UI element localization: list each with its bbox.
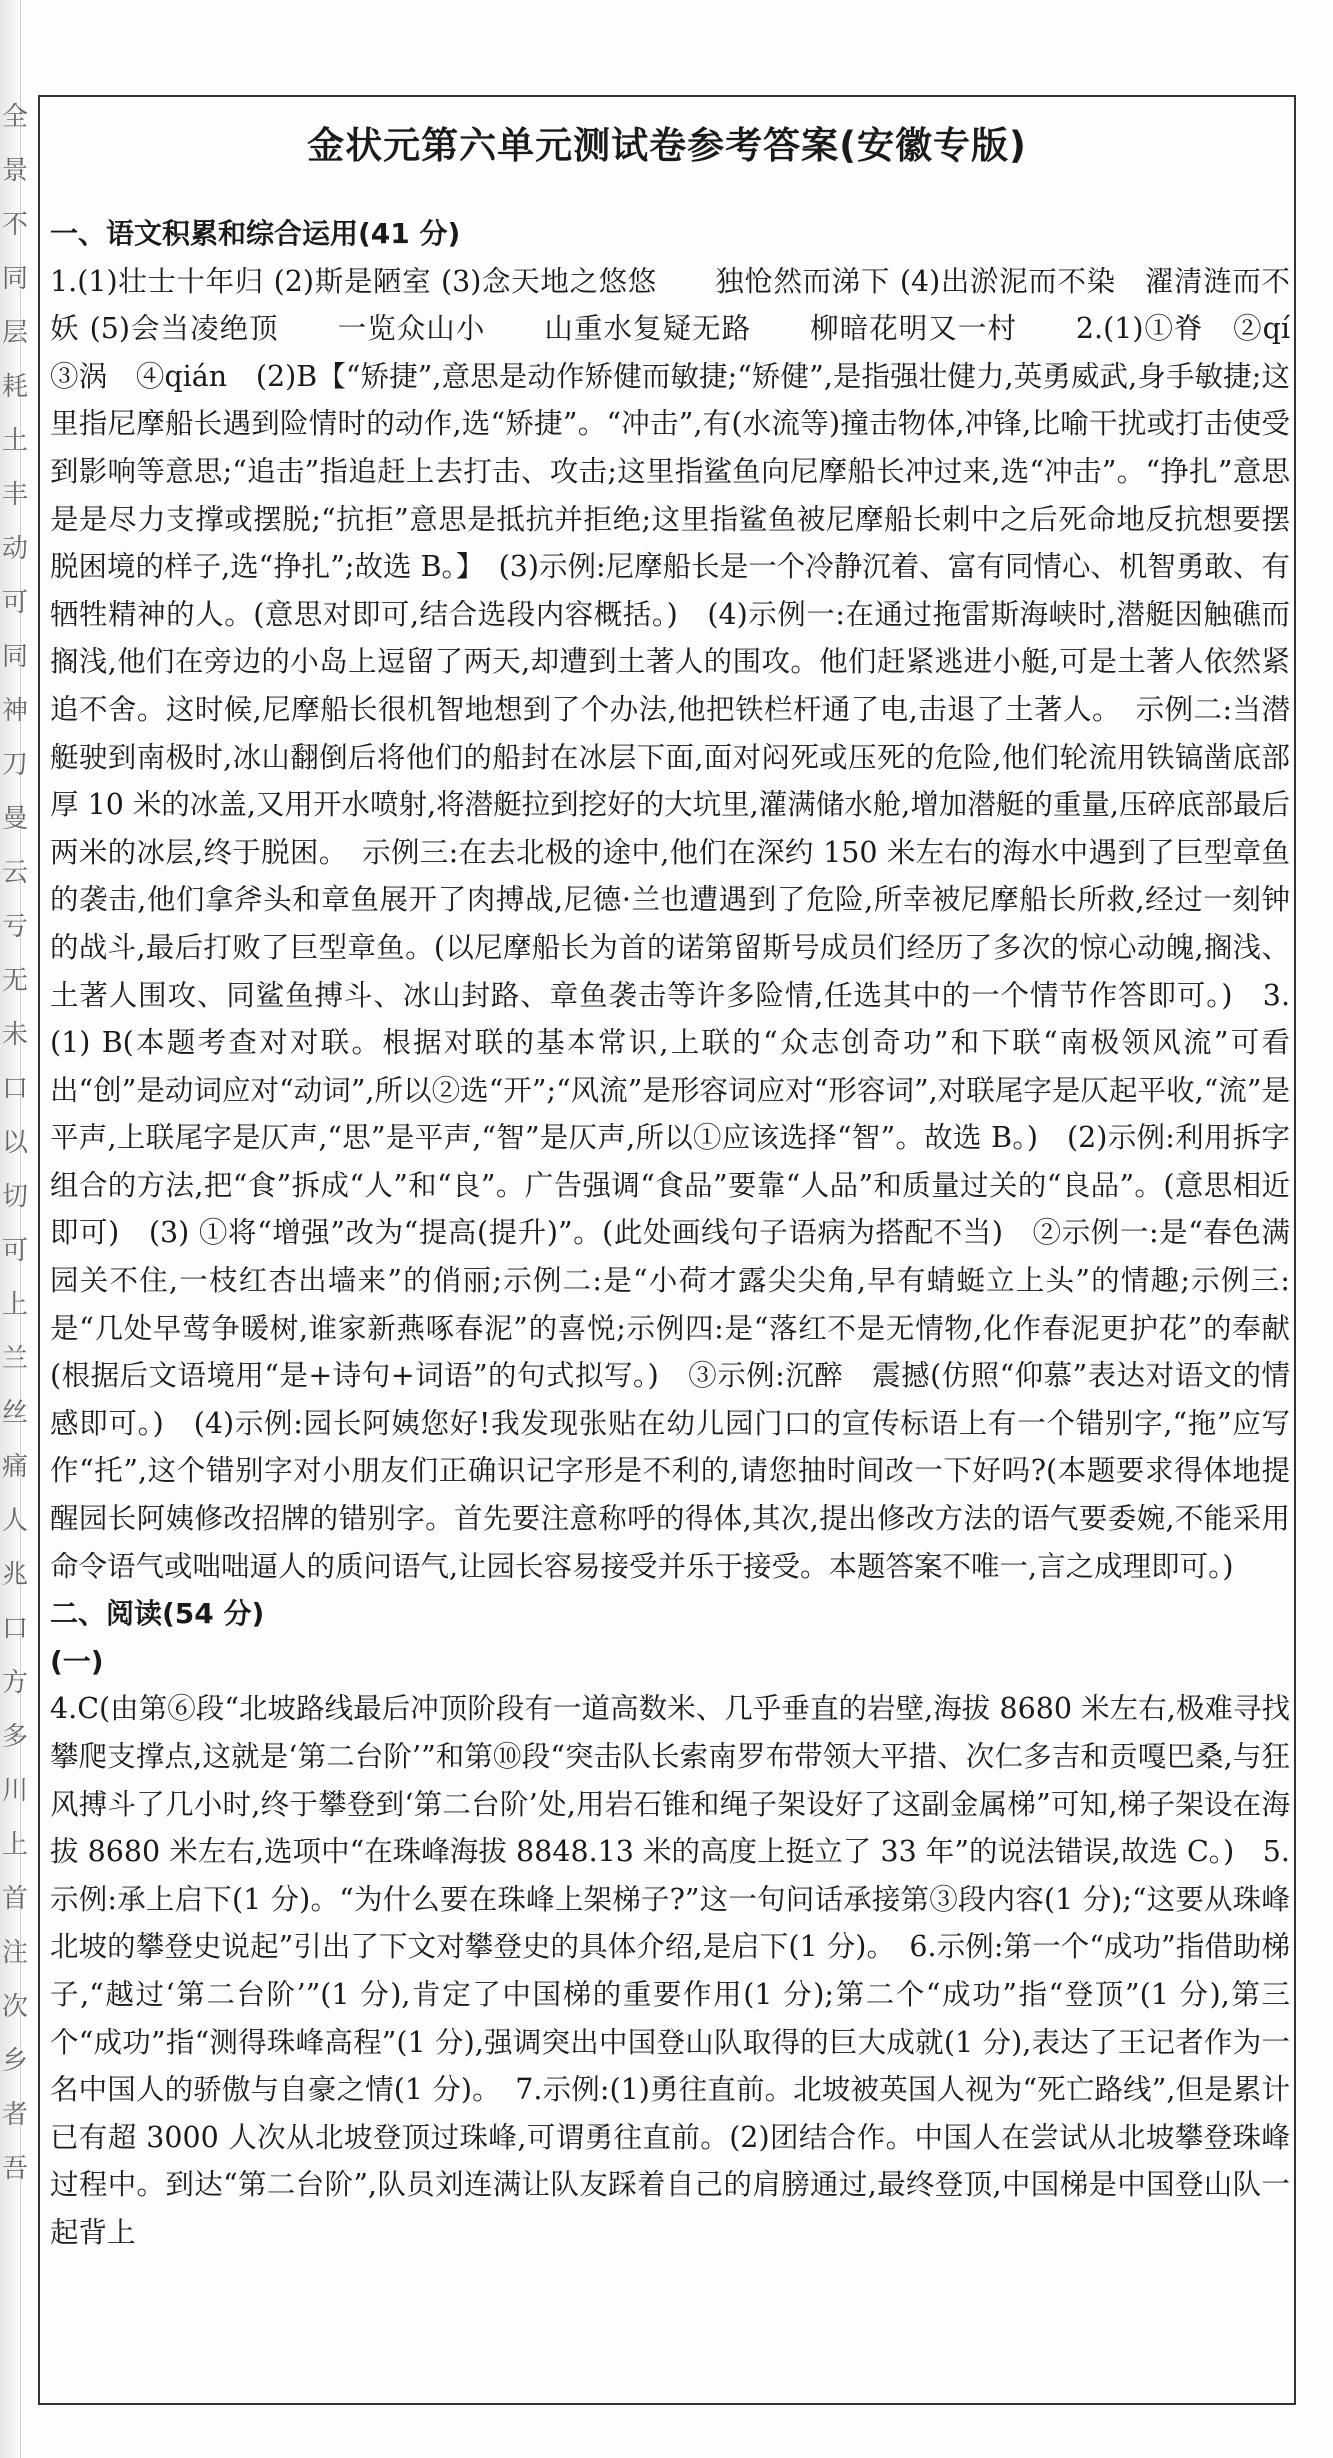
binding-margin-text: 全景不同层耗土丰动可同神刀曼云亏无未口以切可上兰丝痛人兆口方多川上首注次乡者吾	[2, 102, 29, 2184]
binding-margin	[0, 0, 29, 2458]
section-2-heading: 二、阅读(54 分)	[50, 1597, 265, 1631]
section-2-body: 4.C(由第⑥段“北坡路线最后冲顶阶段有一道高数米、几乎垂直的岩壁,海拔 8680 米左右,极难寻找攀爬支撑点,这就是‘第二台阶’”和第⑩段“突击队长索南罗布带领大平措、次仁多吉和贡嘎巴桑,与狂风搏斗了几小时,终于攀登到‘第二台阶’处,用岩石锥和绳子架设好了这副金属梯”可知,梯子架设在海拔 8680 米左右,选项中“在珠峰海拔 8848.13 米的高度上挺立了 33 年”的说法错误,故选 C。) 5.示例:承上启下(1 分)。“为什么要在珠峰上架梯子?”这一句问话承接第③段内容(1 分);“这要从珠峰北坡的攀登史说起”引出了下文对攀登史的具体介绍,是启下(1 分)。 6.示例:第一个“成功”指借助梯子,“越过‘第二台阶’”(1 分),肯定了中国梯的重要作用(1 分);第二个“成功”指“登顶”(1 分),第三个“成功”指“测得珠峰高程”(1 分),强调突出中国登山队取得的巨大成就(1 分),表达了王记者作为一名中国人的骄傲与自豪之情(1 分)。 7.示例:(1)勇往直前。北坡被英国人视为“死亡路线”,但是累计已有超 3000 人次从北坡登顶过珠峰,可谓勇往直前。(2)团结合作。中国人在尝试从北坡攀登珠峰过程中。到达“第二台阶”,队员刘连满让队友踩着自己的肩膀通过,最终登顶,中国梯是中国登山队一起背上	[50, 1692, 1290, 2249]
section-2-subheading: (一)	[50, 1644, 104, 1678]
section-1-body: 1.(1)壮士十年归 (2)斯是陋室 (3)念天地之悠悠 独怆然而涕下 (4)出淤泥而不染 濯清涟而不妖 (5)会当凌绝顶 一览众山小 山重水复疑无路 柳暗花明又一村 2.(1)①脊 ②qí ③涡 ④qián (2)B【“矫捷”,意思是动作矫健而敏捷;“矫健”,是指强壮健力,英勇威武,身手敏捷;这里指尼摩船长遇到险情时的动作,选“矫捷”。“冲击”,有(水流等)撞击物体,冲锋,比喻干扰或打击使受到影响等意思;“追击”指追赶上去打击、攻击;这里指鲨鱼向尼摩船长冲过来,选“冲击”。“挣扎”意思是是尽力支撑或摆脱;“抗拒”意思是抵抗并拒绝;这里指鲨鱼被尼摩船长刺中之后死命地反抗想要摆脱困境的样子,选“挣扎”;故选 B。】 (3)示例:尼摩船长是一个冷静沉着、富有同情心、机智勇敢、有牺牲精神的人。(意思对即可,结合选段内容概括。) (4)示例一:在通过拖雷斯海峡时,潜艇因触礁而搁浅,他们在旁边的小岛上逗留了两天,却遭到土著人的围攻。他们赶紧逃进小艇,可是土著人依然紧追不舍。这时候,尼摩船长很机智地想到了个办法,他把铁栏杆通了电,击退了土著人。 示例二:当潜艇驶到南极时,冰山翻倒后将他们的船封在冰层下面,面对闷死或压死的危险,他们轮流用铁镐凿底部厚 10 米的冰盖,又用开水喷射,将潜艇拉到挖好的大坑里,灌满储水舱,增加潜艇的重量,压碎底部最后两米的冰层,终于脱困。 示例三:在去北极的途中,他们在深约 150 米左右的海水中遇到了巨型章鱼的袭击,他们拿斧头和章鱼展开了肉搏战,尼德·兰也遭遇到了危险,所幸被尼摩船长所救,经过一刻钟的战斗,最后打败了巨型章鱼。(以尼摩船长为首的诺第留斯号成员们经历了多次的惊心动魄,搁浅、土著人围攻、同鲨鱼搏斗、冰山封路、章鱼袭击等许多险情,任选其中的一个情节作答即可。) 3.(1) B(本题考查对对联。根据对联的基本常识,上联的“众志创奇功”和下联“南极领风流”可看出“创”是动词应对“动词”,所以②选“开”;“风流”是形容词应对“形容词”,对联尾字是仄起平收,“流”是平声,上联尾字是仄声,“思”是平声,“智”是仄声,所以①应该选择“智”。故选 B。) (2)示例:利用拆字组合的方法,把“食”拆成“人”和“良”。广告强调“食品”要靠“人品”和质量过关的“良品”。(意思相近即可) (3) ①将“增强”改为“提高(提升)”。(此处画线句子语病为搭配不当) ②示例一:是“春色满园关不住,一枝红杏出墙来”的俏丽;示例二:是“小荷才露尖尖角,早有蜻蜓立上头”的情趣;示例三:是“几处早莺争暖树,谁家新燕啄春泥”的喜悦;示例四:是“落红不是无情物,化作春泥更护花”的奉献(根据后文语境用“是+诗句+词语”的句式拟写。) ③示例:沉醉 震撼(仿照“仰慕”表达对语文的情感即可。) (4)示例:园长阿姨您好!我发现张贴在幼儿园门口的宣传标语上有一个错别字,“拖”应写作“托”,这个错别字对小朋友们正确识记字形是不利的,请您抽时间改一下好吗?(本题要求得体地提醒园长阿姨修改招牌的错别字。首先要注意称呼的得体,其次,提出修改方法的语气要委婉,不能采用命令语气或咄咄逼人的质问语气,让园长容易接受并乐于接受。本题答案不唯一,言之成理即可。)	[50, 264, 1319, 1583]
section-1-heading: 一、语文积累和综合运用(41 分)	[50, 217, 461, 250]
answer-content	[50, 210, 1319, 2257]
page-title: 金状元第六单元测试卷参考答案(安徽专版)	[307, 124, 1027, 167]
